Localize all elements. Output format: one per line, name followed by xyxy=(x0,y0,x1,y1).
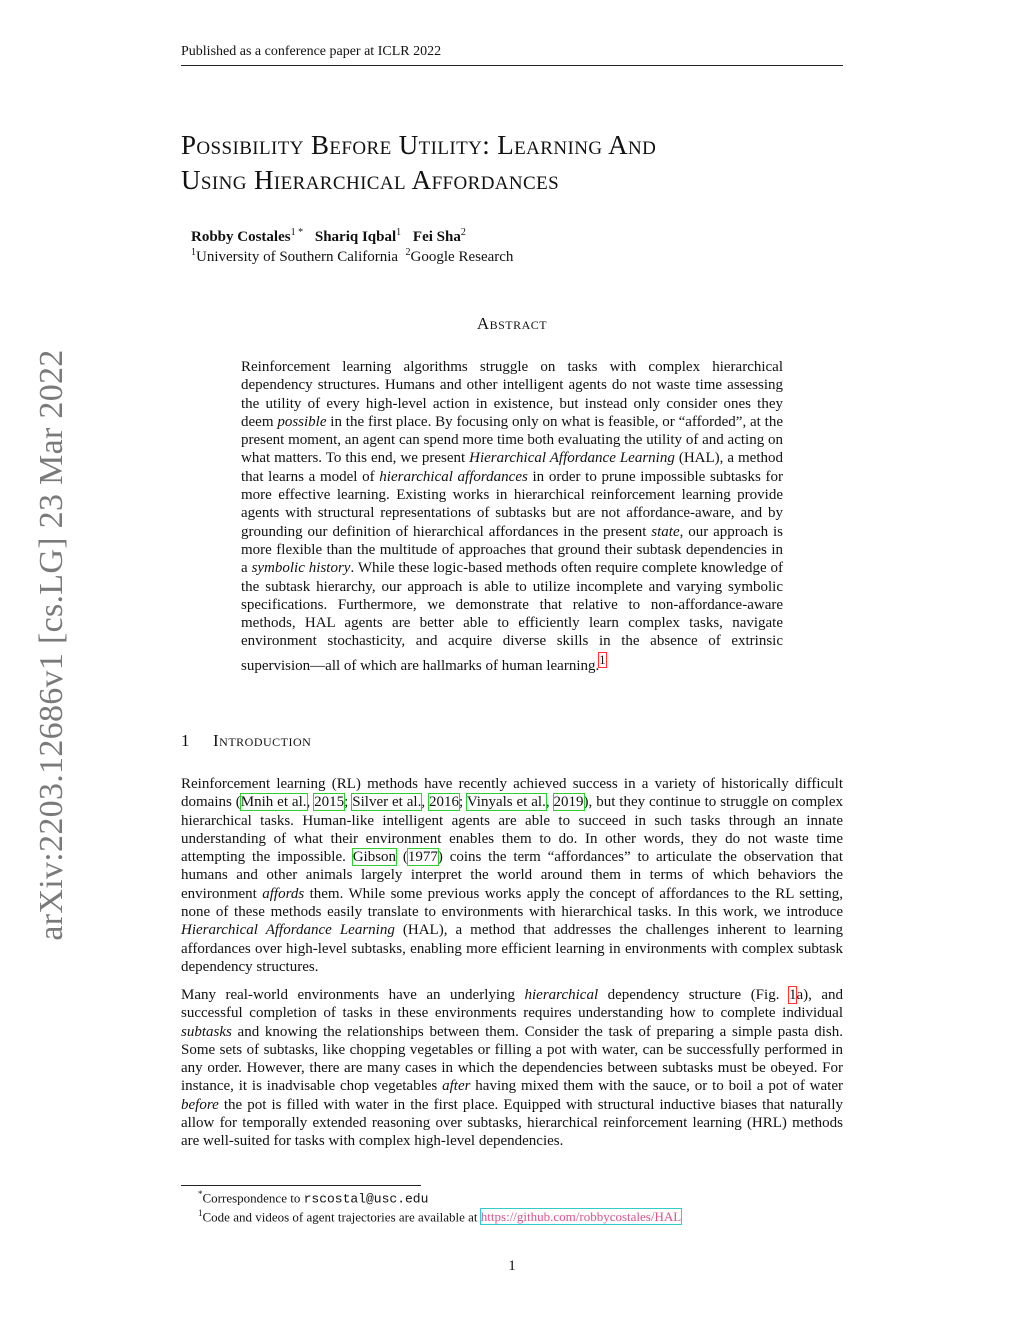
author-affil-mark: 2 xyxy=(460,227,466,238)
affil-mark: 2 xyxy=(405,247,411,258)
title-line-1: Possibility Before Utility: Learning And xyxy=(181,130,657,160)
github-url-link[interactable]: https://github.com/robbycostales/HAL xyxy=(480,1209,682,1225)
citation-link[interactable]: Mnih et al. xyxy=(240,794,307,811)
citation-link[interactable]: Gibson xyxy=(352,849,397,866)
paper-title xyxy=(181,128,843,198)
footnote-correspondence: *Correspondence to rscostal@usc.edu xyxy=(198,1189,429,1207)
author-list xyxy=(191,227,466,246)
intro-paragraph-2: Many real-world environments have an underlying hierarchical dependency structure (Fig. 1a), and successful completion of tasks in these environments requires understanding how to complete individual subtasks and knowing the relationships between them. Consider the task of preparing a simple pasta dish. Some sets of subtasks, like chopping vegetables or filling a pot with water, can be successfully performed in any order. However, there are many cases in which the dependencies between subtasks must be obeyed. For instance, it is inadvisable chop vegetables after having mixed them with the sauce, or to boil a pot of water before the pot is filled with water in the first place. Equipped with structural inductive biases that naturally allow for temporally extended reasoning over subtasks, hierarchical reinforcement learning (HRL) methods are well-suited for tasks with complex high-level dependencies. xyxy=(181,987,843,1150)
citation-year-link[interactable]: 2019 xyxy=(553,794,584,811)
intro-paragraph-1: Reinforcement learning (RL) methods have recently achieved success in a variety of historically difficult domains (Mnih et al., 2015; Silver et al., 2016; Vinyals et al., 2019), but they continue to struggle on complex hierarchical tasks. Human-like intelligent agents are able to succeed in such tasks through an innate understanding of what their environment enables them to do. In other words, they do not waste time attempting the impossible. Gibson (1977) coins the term “affordances” to articulate the observation that humans and other animals largely interpret the world around them in terms of which behaviors the environment affords them. While some previous works apply the concept of affordances to the RL setting, none of these methods easily translate to environments with hierarchical tasks. In this work, we introduce Hierarchical Affordance Learning (HAL), a method that addresses the challenges inherent to learning affordances over high-level subtasks, enabling more efficient learning in environments with complex subtask dependency structures. xyxy=(181,776,844,975)
title-line-2: Using Hierarchical Affordances xyxy=(181,165,560,195)
author-affil-mark: 1 xyxy=(396,227,402,238)
author-name: Robby Costales xyxy=(191,229,291,245)
citation-year-link[interactable]: 2015 xyxy=(314,794,345,811)
section-number: 1 xyxy=(181,731,190,750)
author-affil-mark: 1 * xyxy=(290,227,304,238)
citation-year-link[interactable]: 1977 xyxy=(407,849,438,866)
footnote-code: $^1$Code and videos of agent trajectories are available at https://github.com/robbycostales/HAL xyxy=(198,1208,682,1225)
footnote-ref-link[interactable]: 1 xyxy=(599,652,606,667)
section-heading xyxy=(181,731,311,751)
affil-name: Google Research xyxy=(410,249,514,265)
header-rule xyxy=(181,65,843,66)
affil-mark: 1 xyxy=(191,247,196,258)
citation-year-link[interactable]: 2016 xyxy=(429,794,460,811)
affil-name: University of Southern California xyxy=(196,249,399,265)
affiliations xyxy=(191,247,513,266)
abstract-heading: Abstract xyxy=(476,314,548,333)
section-title: Introduction xyxy=(213,731,312,750)
citation-link[interactable]: Silver et al. xyxy=(352,794,422,811)
footnote-rule xyxy=(181,1185,421,1186)
page-number: 1 xyxy=(508,1258,516,1274)
citation-link[interactable]: Vinyals et al. xyxy=(466,794,546,811)
figure-ref-link[interactable]: 1 xyxy=(788,987,797,1003)
arxiv-stamp: arXiv:2203.12686v1 [cs.LG] 23 Mar 2022 xyxy=(33,349,70,941)
author-name: Fei Sha xyxy=(412,229,461,245)
abstract-body: Reinforcement learning algorithms struggle on tasks with complex hierarchical dependency structures. Humans and other intelligent agents do not waste time assessing the utility of every high-level action in existence, but instead only consider ones they deem possible in the first place. By focusing only on what is feasible, or “afforded”, at the present moment, an agent can spend more time both evaluating the utility of and acting on what matters. To this end, we present Hierarchical Affordance Learning (HAL), a method that learns a model of hierarchical affordances in order to prune impossible subtasks for more effective learning. Existing works in hierarchical reinforcement learning provide agents with structural representations of subtasks but are not affordance-aware, and by grounding our definition of hierarchical affordances in the present state, our approach is more flexible than the multitude of approaches that ground their subtask dependencies in a symbolic history. While these logic-based methods often require complete knowledge of the subtask hierarchy, our approach is able to utilize incomplete and varying symbolic specifications. Furthermore, we demonstrate that relative to non-affordance-aware methods, HAL agents are better able to efficiently learn complex tasks, navigate environment stochasticity, and acquire diverse skills in the absence of extrinsic supervision—all of which are hallmarks of human learning.$^1$ xyxy=(241,359,784,674)
email-link[interactable]: rscostal@usc.edu xyxy=(303,1191,429,1207)
running-header: Published as a conference paper at ICLR 2022 xyxy=(181,44,442,59)
author-name: Shariq Iqbal xyxy=(314,229,397,245)
